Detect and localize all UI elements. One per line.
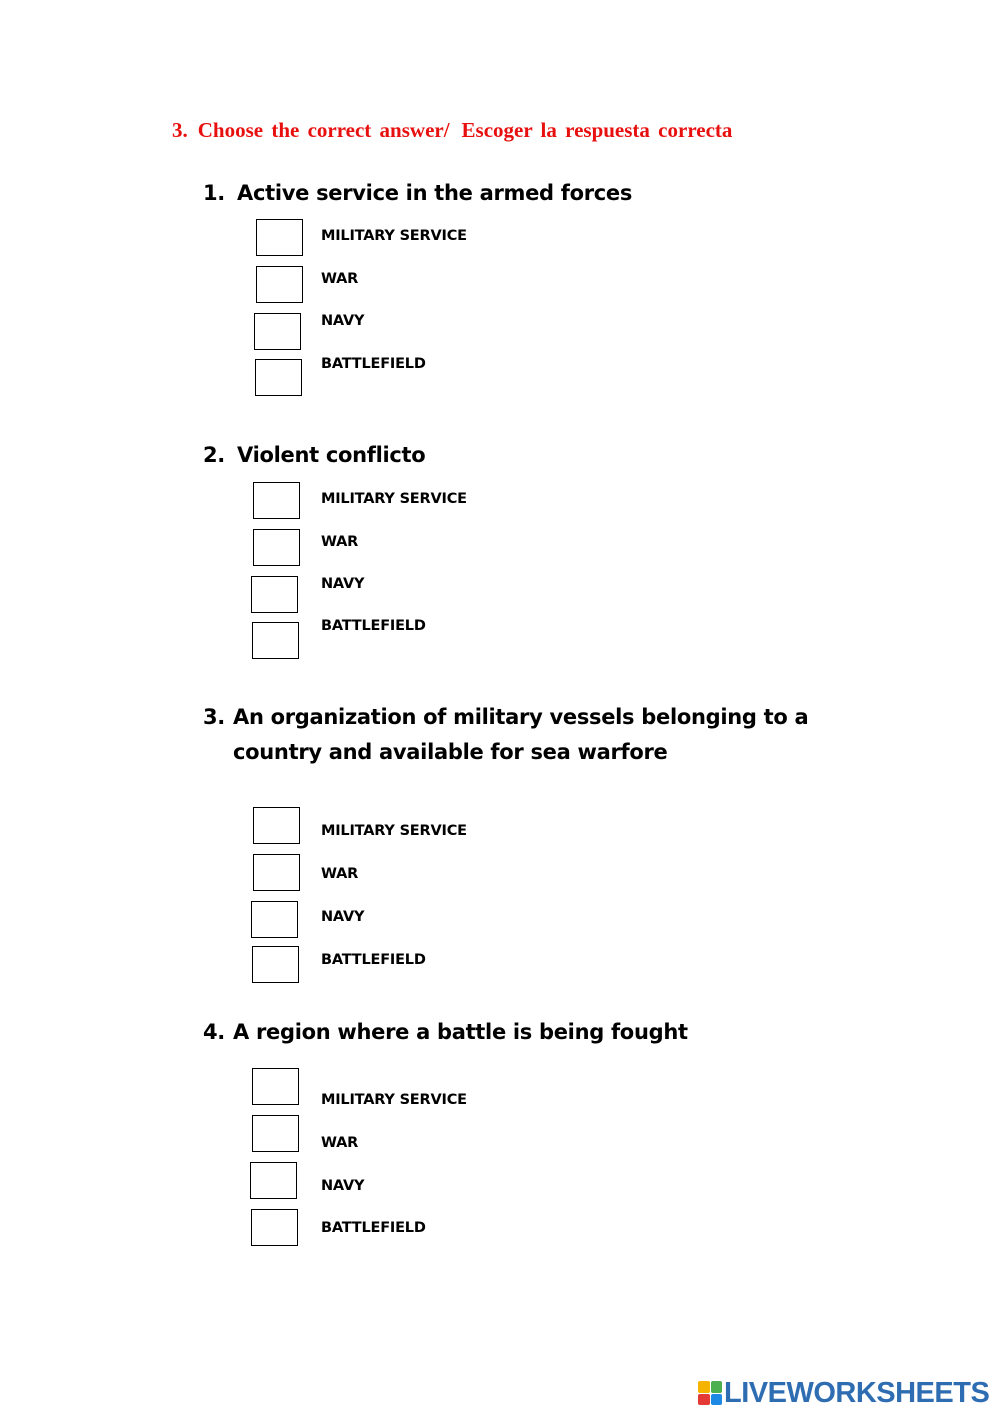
q2-option-battlefield-label: BATTLEFIELD	[321, 618, 426, 634]
question-2	[203, 438, 425, 473]
question-4	[203, 1015, 688, 1050]
q4-option-battlefield-label: BATTLEFIELD	[321, 1220, 426, 1236]
question-1	[203, 176, 632, 211]
q3-option-navy-checkbox[interactable]	[251, 901, 298, 938]
exercise-number: 3.	[172, 118, 188, 142]
q4-option-war-checkbox[interactable]	[252, 1115, 299, 1152]
q3-option-battlefield-label: BATTLEFIELD	[321, 952, 426, 968]
liveworksheets-logo	[698, 1377, 989, 1409]
exercise-heading	[172, 118, 732, 143]
q1-option-battlefield-checkbox[interactable]	[255, 359, 302, 396]
question-text: Active service in the armed forces	[237, 181, 633, 205]
q4-option-navy-checkbox[interactable]	[250, 1162, 297, 1199]
heading-english: Choose the correct answer/	[197, 118, 450, 142]
question-text: Violent conflicto	[237, 443, 426, 467]
q3-option-battlefield-checkbox[interactable]	[252, 946, 299, 983]
q2-option-war-checkbox[interactable]	[253, 529, 300, 566]
question-number: 2.	[203, 443, 225, 467]
q2-option-battlefield-checkbox[interactable]	[252, 622, 299, 659]
q1-option-navy-checkbox[interactable]	[254, 313, 301, 350]
question-number: 4.	[203, 1020, 225, 1044]
q3-option-military-service-checkbox[interactable]	[253, 807, 300, 844]
q2-option-navy-label: NAVY	[321, 576, 365, 592]
q2-option-military-service-checkbox[interactable]	[253, 482, 300, 519]
q4-option-military-service-checkbox[interactable]	[252, 1068, 299, 1105]
q4-option-war-label: WAR	[321, 1135, 359, 1151]
question-number: 1.	[203, 181, 225, 205]
q1-option-war-checkbox[interactable]	[256, 266, 303, 303]
liveworksheets-logo-icon	[698, 1381, 722, 1405]
q2-option-war-label: WAR	[321, 534, 359, 550]
q4-option-navy-label: NAVY	[321, 1178, 365, 1194]
q3-option-military-service-label: MILITARY SERVICE	[321, 823, 467, 839]
question-text: A region where a battle is being fought	[233, 1020, 688, 1044]
heading-spanish: Escoger la respuesta correcta	[461, 118, 733, 142]
question-text: An organization of military vessels belonging to a country and available for sea warfore	[233, 705, 809, 764]
q1-option-navy-label: NAVY	[321, 313, 365, 329]
q1-option-military-service-label: MILITARY SERVICE	[321, 228, 467, 244]
question-number: 3.	[203, 705, 225, 729]
q4-option-military-service-label: MILITARY SERVICE	[321, 1092, 467, 1108]
q1-option-military-service-checkbox[interactable]	[256, 219, 303, 256]
q3-option-war-label: WAR	[321, 866, 359, 882]
q2-option-navy-checkbox[interactable]	[251, 576, 298, 613]
q3-option-war-checkbox[interactable]	[253, 854, 300, 891]
question-3	[203, 700, 903, 770]
q3-option-navy-label: NAVY	[321, 909, 365, 925]
logo-text: LIVEWORKSHEETS	[724, 1376, 990, 1409]
q1-option-war-label: WAR	[321, 271, 359, 287]
q2-option-military-service-label: MILITARY SERVICE	[321, 491, 467, 507]
q4-option-battlefield-checkbox[interactable]	[251, 1209, 298, 1246]
q1-option-battlefield-label: BATTLEFIELD	[321, 356, 426, 372]
